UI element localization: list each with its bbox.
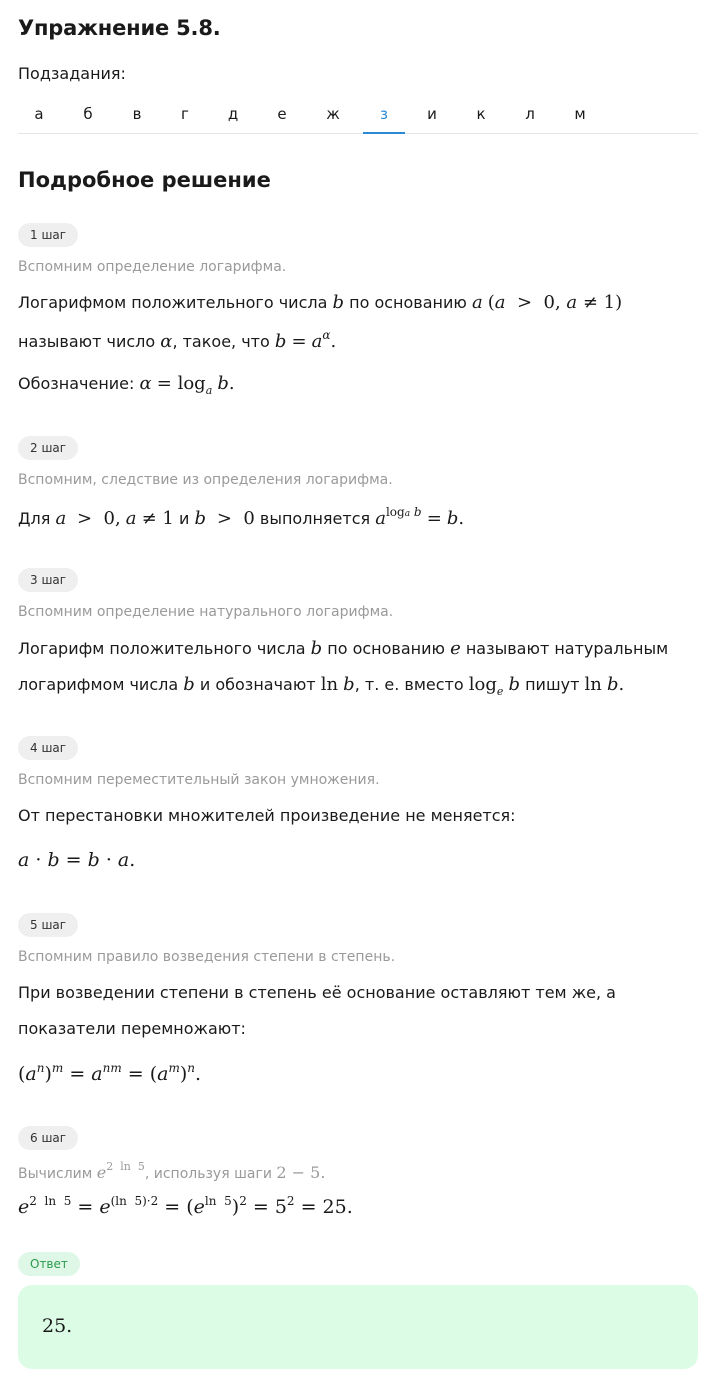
- tab-d[interactable]: д: [227, 105, 239, 123]
- step-1-text: называют число: [18, 332, 156, 351]
- step-3-badge: 3 шаг: [18, 568, 78, 592]
- step-6-hint-text: , используя шаги: [144, 1166, 272, 1182]
- step-5-formula: $(a^n)^m = a^{nm} = (a^m)^n$.: [18, 1061, 202, 1085]
- step-2-text: и: [178, 509, 190, 528]
- step-1-text: , такое, что: [172, 332, 270, 351]
- tab-v[interactable]: в: [132, 105, 142, 123]
- step-1-line-3: Обозначение: $\alpha = \log_a b$.: [18, 373, 235, 397]
- answer-badge: Ответ: [18, 1252, 80, 1276]
- step-3-hint: Вспомним определение натурального логарифма.: [18, 604, 394, 620]
- step-5-badge: 5 шаг: [18, 913, 78, 937]
- step-6-formula: $e^{2 ln 5} = e^{(ln 5)\cdot 2} = (e^{ln 5})^2 = 5^2 = 25$.: [18, 1194, 353, 1218]
- step-3-text: логарифмом числа: [18, 675, 179, 694]
- step-6-hint-text: Вычислим: [18, 1166, 93, 1182]
- answer-value: 25.: [42, 1315, 73, 1337]
- subtask-tabs: [18, 98, 698, 134]
- step-3-text: называют натуральным: [465, 639, 669, 658]
- step-2-line-1: Для a > 0, a ≠ 1 и b > 0 выполняется $a^{loga b} = b$.: [18, 505, 465, 529]
- step-2-text: выполняется: [259, 509, 371, 528]
- step-4-hint: Вспомним переместительный закон умножения.: [18, 772, 380, 788]
- step-3-text: Логарифм положительного числа: [18, 639, 306, 658]
- step-6-badge: 6 шаг: [18, 1126, 78, 1150]
- solution-title: Подробное решение: [18, 168, 271, 192]
- tab-b[interactable]: б: [83, 105, 93, 123]
- step-3-text: пишут: [525, 675, 580, 694]
- step-1-hint: Вспомним определение логарифма.: [18, 259, 287, 275]
- step-6-hint: Вычислим $e^{2 ln 5}$, используя шаги 2 − 5.: [18, 1160, 326, 1182]
- tab-g[interactable]: г: [181, 105, 189, 123]
- tab-i[interactable]: и: [427, 105, 437, 123]
- tab-m[interactable]: м: [574, 105, 586, 123]
- step-1-text: по основанию: [349, 293, 467, 312]
- page-title: Упражнение 5.8.: [18, 16, 221, 40]
- step-2-hint: Вспомним, следствие из определения логарифма.: [18, 472, 393, 488]
- tab-zh[interactable]: ж: [326, 105, 340, 123]
- tab-k[interactable]: к: [476, 105, 486, 123]
- step-1-text: Обозначение:: [18, 374, 135, 393]
- tab-a[interactable]: а: [34, 105, 44, 123]
- tab-z[interactable]: з: [363, 98, 405, 134]
- subtasks-label: Подзадания:: [18, 64, 126, 83]
- step-5-line-1: При возведении степени в степень её основание оставляют тем же, а: [18, 983, 616, 1002]
- step-3-line-2: логарифмом числа b и обозначают ln b, т. е. вместо $\log_e b$ пишут ln b.: [18, 674, 625, 698]
- step-4-line-1: От перестановки множителей произведение не меняется:: [18, 806, 516, 825]
- step-2-badge: 2 шаг: [18, 436, 78, 460]
- tab-l[interactable]: л: [525, 105, 535, 123]
- answer-box: [18, 1285, 698, 1369]
- step-3-text: и обозначают: [199, 675, 316, 694]
- step-5-hint: Вспомним правило возведения степени в степень.: [18, 949, 396, 965]
- tab-e[interactable]: е: [277, 105, 287, 123]
- step-3-text: по основанию: [327, 639, 445, 658]
- step-3-line-1: Логарифм положительного числа b по основанию e называют натуральным: [18, 638, 669, 659]
- step-4-badge: 4 шаг: [18, 736, 78, 760]
- step-1-text: Логарифмом положительного числа: [18, 293, 328, 312]
- step-1-line-1: Логарифмом положительного числа b по основанию a (a > 0, a ≠ 1): [18, 292, 623, 313]
- step-5-line-2: показатели перемножают:: [18, 1019, 246, 1038]
- step-2-text: Для: [18, 509, 51, 528]
- step-3-text: , т. е. вместо: [354, 675, 464, 694]
- step-1-line-2: называют число α, такое, что $b = a^\alpha$.: [18, 328, 337, 352]
- step-4-formula: a · b = b · a.: [18, 849, 136, 871]
- step-1-badge: 1 шаг: [18, 223, 78, 247]
